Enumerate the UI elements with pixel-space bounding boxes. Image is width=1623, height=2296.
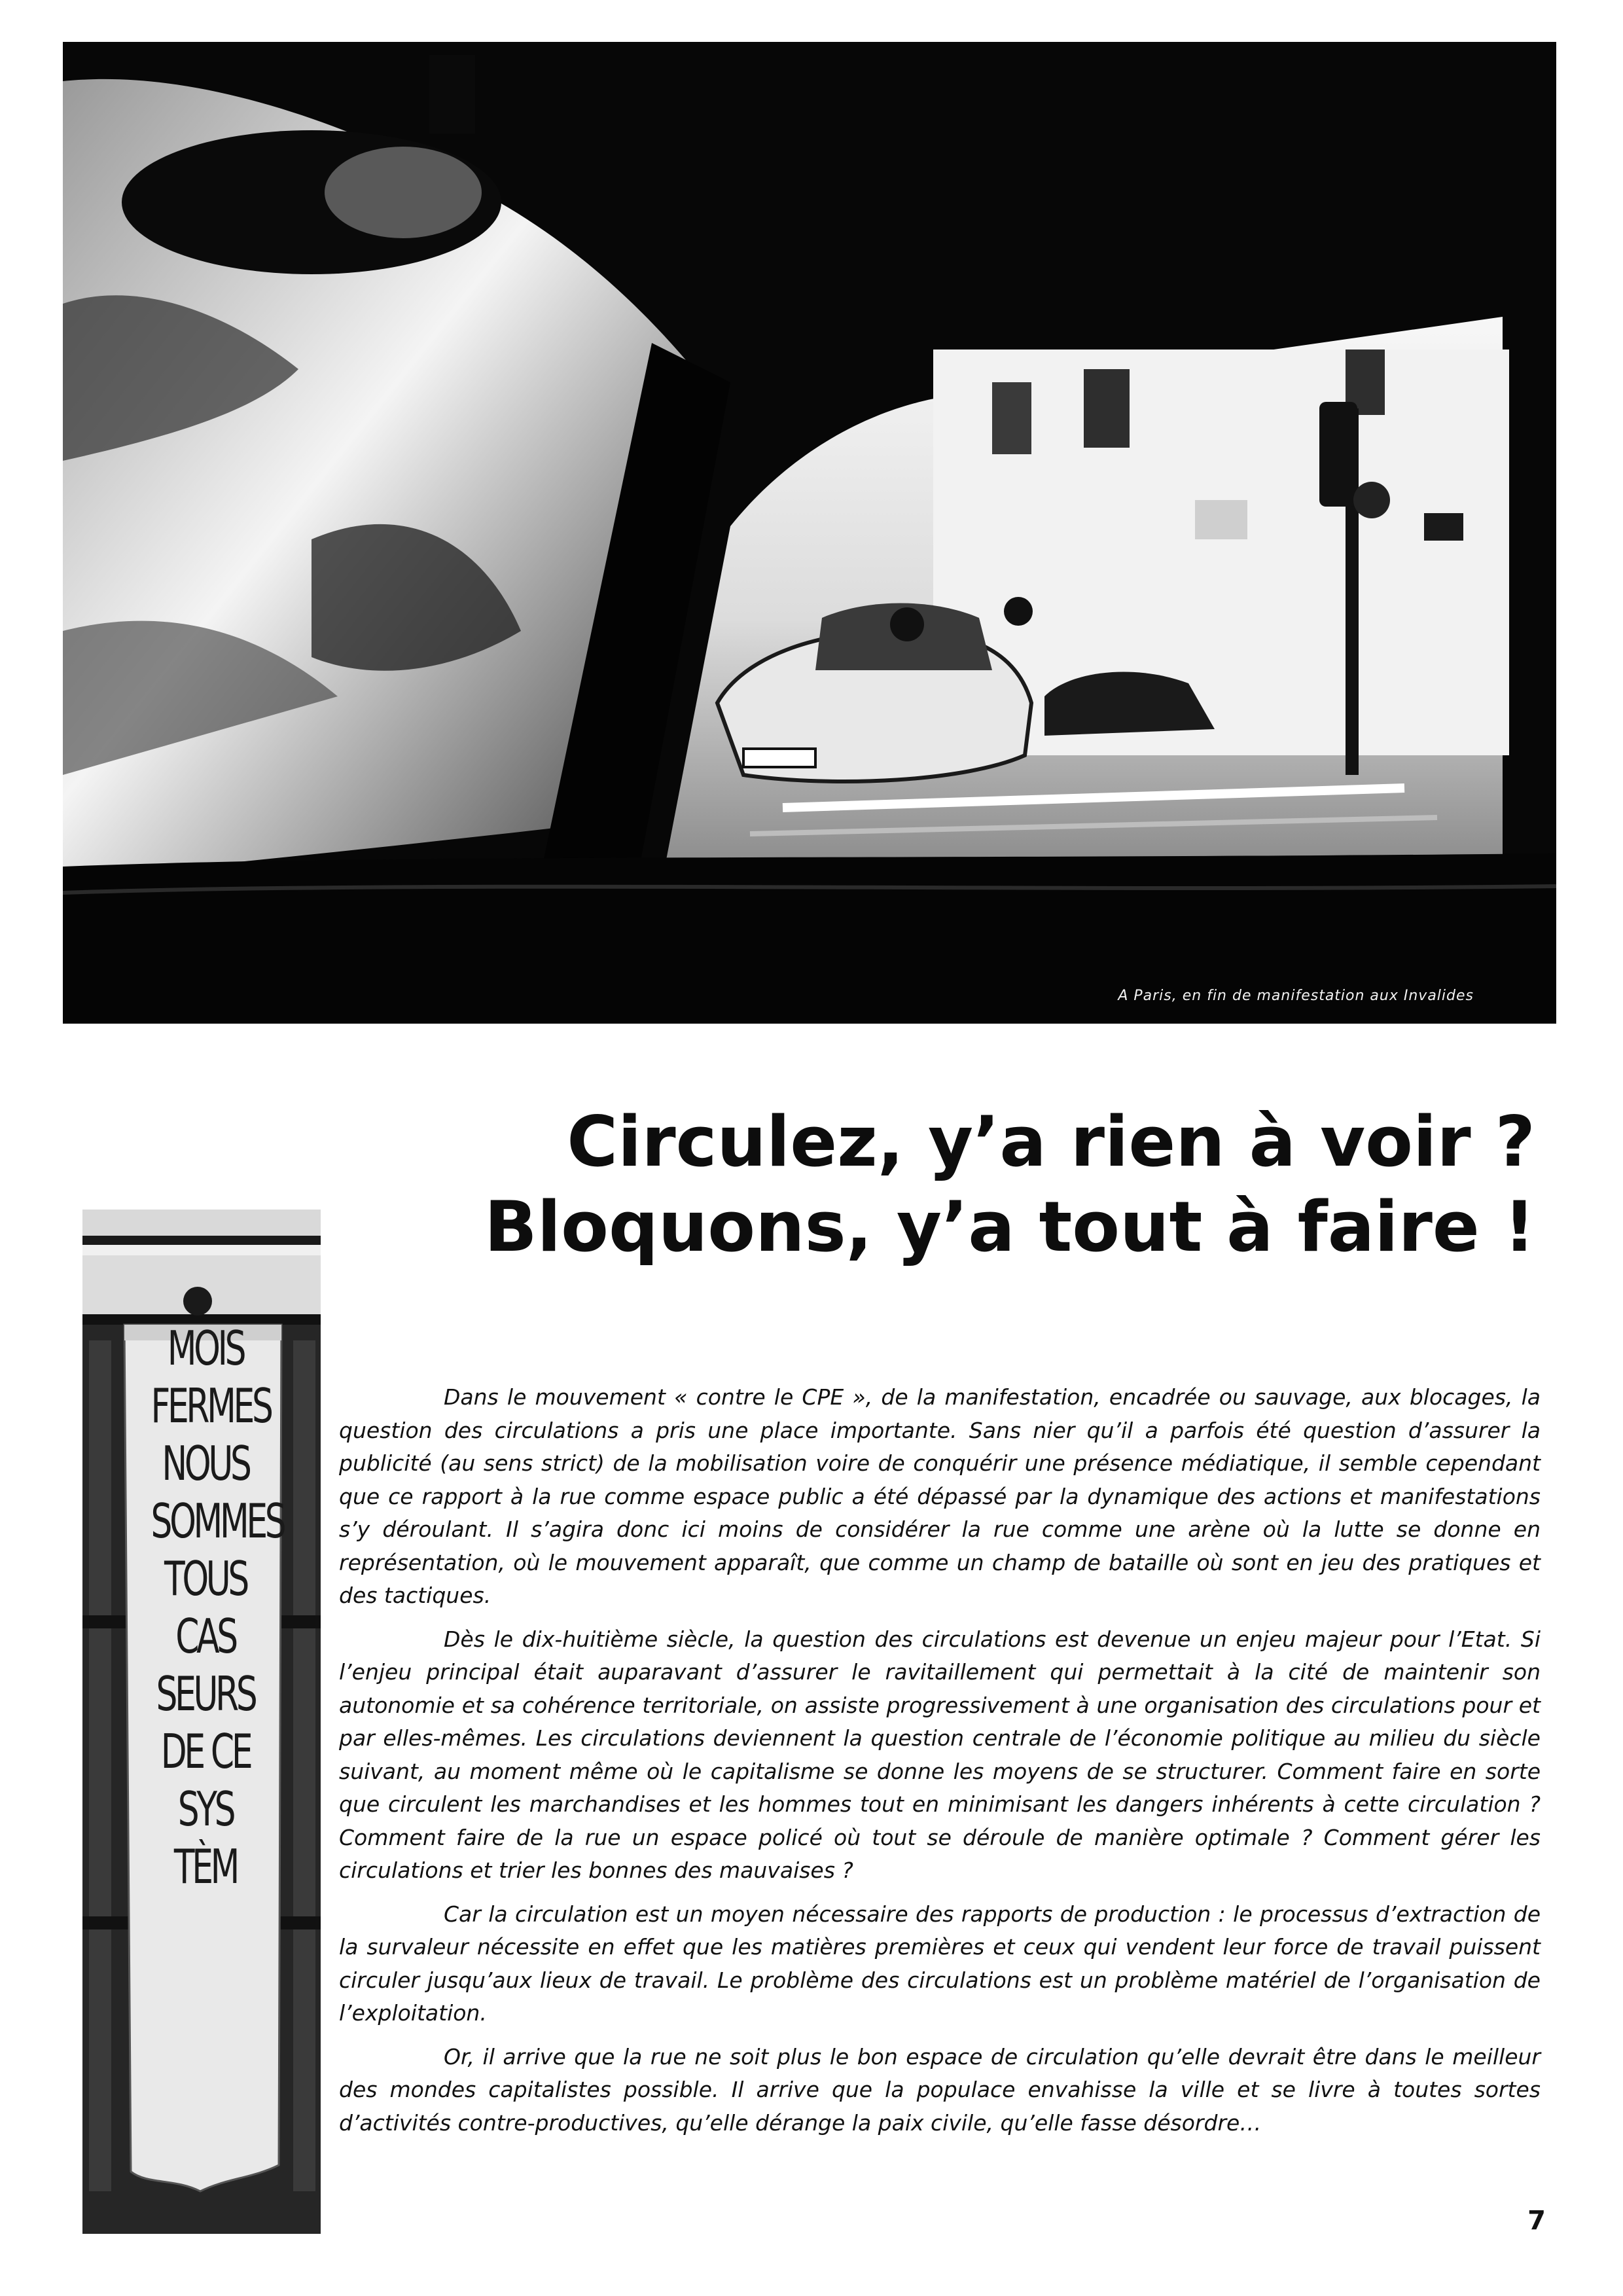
banner-photo	[82, 1210, 321, 2234]
banner-line: TOUS	[164, 1551, 247, 1606]
banner-line: MOIS	[167, 1321, 244, 1376]
paragraph: Dans le mouvement « contre le CPE », de la manifestation, encadrée ou sauvage, aux blocages, la question des circulations a pris une place importante. Sans nier qu’il a parfois été question d’assurer la publicité (au sens strict) de la mobilisation voire de conquérir une présence médiatique, il semble cependant que ce rapport à la rue comme espace public a été dépassé par la dynamique des actions et manifestations s’y déroulant. Il s’agira donc ici moins de considérer la rue comme une arène où la lutte se donne en représentation, où le mouvement apparaît, que comme un champ de bataille où sont en jeu des pratiques et des tactiques.	[339, 1384, 1541, 1608]
banner-line: TÈM	[173, 1839, 238, 1894]
banner-line: NOUS	[162, 1436, 249, 1491]
page-number: 7	[1527, 2206, 1546, 2236]
paragraph: Dès le dix-huitième siècle, la question des circulations est devenue un enjeu majeur pour l’Etat. Si l’enjeu principal était auparavant d’assurer le ravitaillement qui permettait à la cité de maintenir son autonomie et sa cohérence territoriale, on assiste progressivement à une organisation des circulations pour et par elles-mêmes. Les circulations deviennent la question centrale de l’économie politique au milieu du siècle suivant, au moment même où le capitalisme se donne les moyens de se structurer. Comment faire en sorte que circulent les marchandises et les hommes tout en minimisant les dangers inhérents à cette circulation ? Comment faire de la rue un espace policé où tout se déroule de manière optimale ? Comment gérer les circulations et trier les bonnes des mauvaises ?	[339, 1626, 1541, 1883]
banner-line: SYS	[177, 1782, 234, 1837]
banner-line: DE CE	[160, 1724, 251, 1779]
banner-line: SEURS	[156, 1666, 255, 1721]
photo-caption: A Paris, en fin de manifestation aux Invalides	[1118, 988, 1474, 1004]
title-line-1: Circulez, y’a rien à voir ?	[567, 1102, 1535, 1182]
article-title	[292, 1100, 1535, 1270]
hero-photo	[63, 42, 1556, 1024]
banner-slogan	[151, 1319, 284, 1895]
paragraph: Or, il arrive que la rue ne soit plus le bon espace de circulation qu’elle devrait être dans le meilleur des mondes capitalistes possible. Il arrive que la populace envahisse la ville et se livre à toutes sortes d’activités contre-productives, qu’elle dérange la paix civile, qu’elle fasse désordre…	[339, 2043, 1541, 2136]
title-line-2: Bloquons, y’a tout à faire !	[484, 1187, 1535, 1267]
article-body	[339, 1381, 1541, 2150]
car-window-scene-image	[63, 42, 1556, 1024]
banner-line: CAS	[175, 1609, 236, 1664]
banner-line: FERMES	[151, 1378, 271, 1433]
banner-line: SOMMES	[151, 1494, 284, 1549]
paragraph: Car la circulation est un moyen nécessaire des rapports de production : le processus d’extraction de la survaleur nécessite en effet que les matières premières et ceux qui vendent leur force de travail puissent circuler jusqu’aux lieux de travail. Le problème des circulations est un problème matériel de l’organisation de l’exploitation.	[339, 1901, 1541, 2026]
